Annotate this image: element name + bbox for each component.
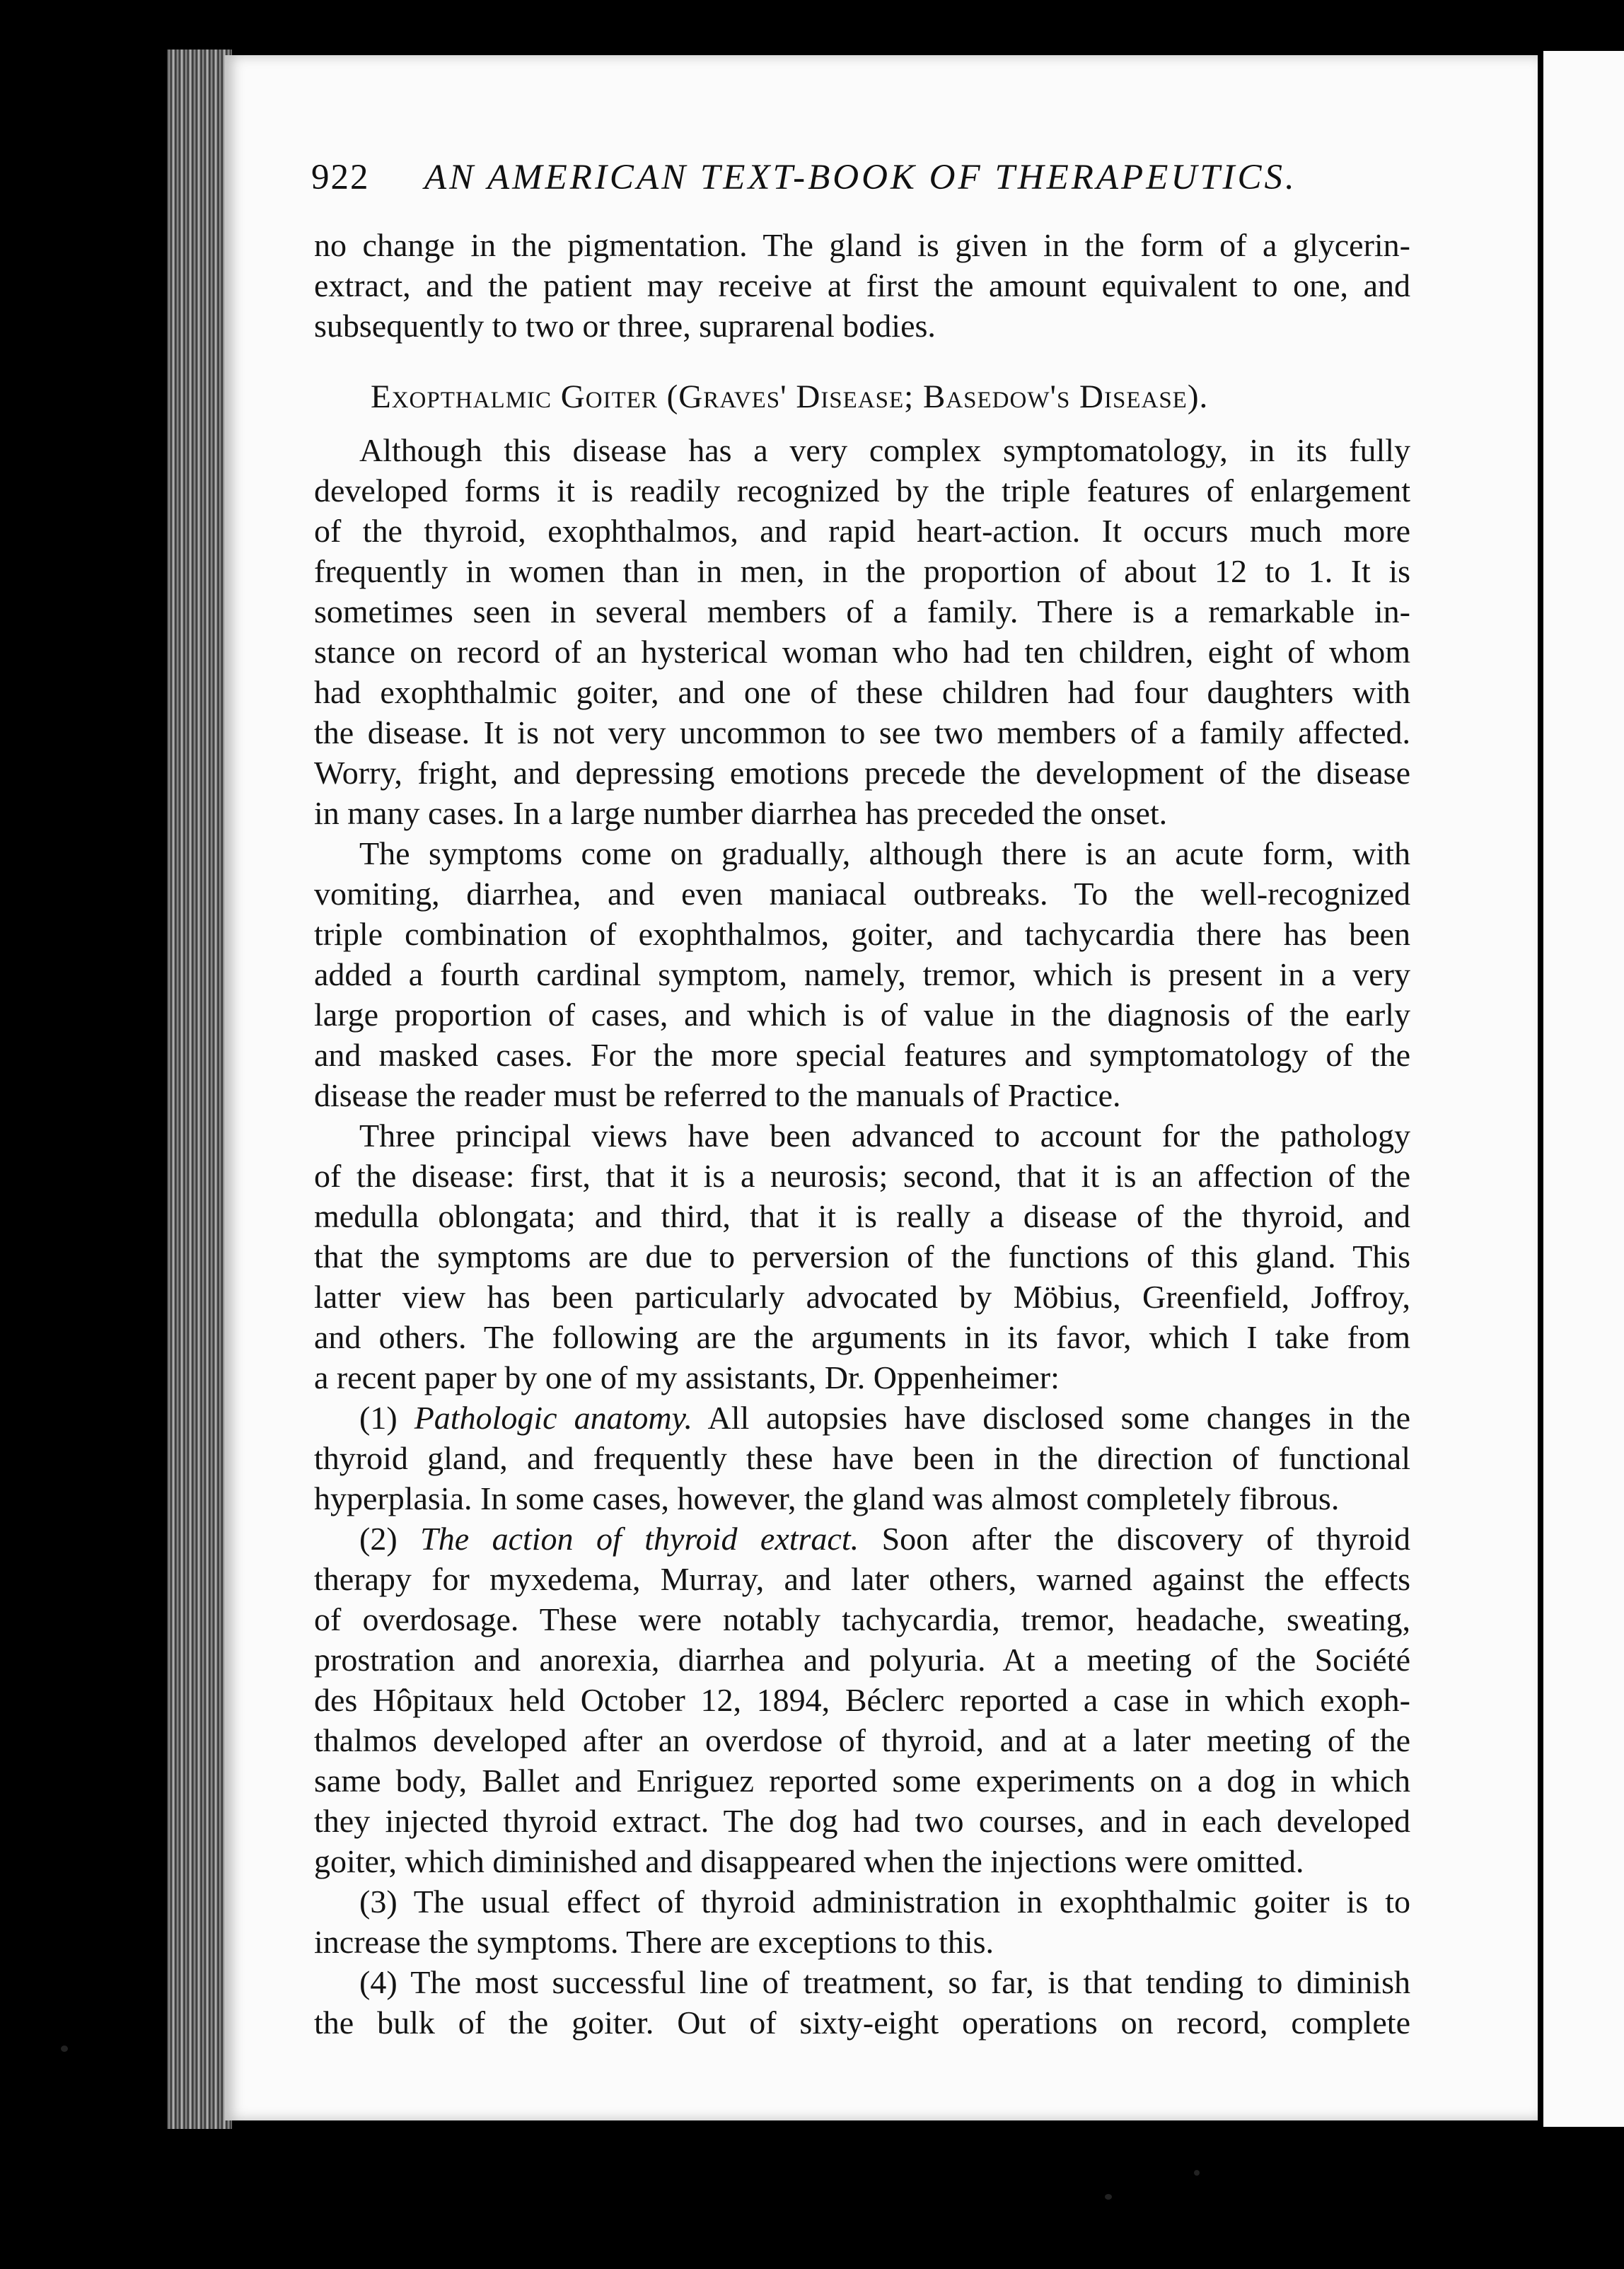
text-line: stance on record of an hysterical woman who had ten children, eight of whom: [314, 634, 1410, 670]
paragraph-2: [314, 833, 1410, 1115]
text-line: hyperplasia. In some cases, however, the gland was almost completely fibrous.: [314, 1480, 1340, 1516]
text-line: (3) The usual effect of thyroid administration in exophthalmic goiter is to: [359, 1884, 1410, 1920]
intro-paragraph: [314, 225, 1410, 346]
text-line: des Hôpitaux held October 12, 1894, Béclerc reported a case in which exoph-: [314, 1682, 1410, 1718]
text-line: extract, and the patient may receive at first the amount equivalent to one, and: [314, 267, 1410, 303]
item-1-pathologic-anatomy: [314, 1398, 1410, 1519]
text-line: therapy for myxedema, Murray, and later others, warned against the effects: [314, 1561, 1410, 1597]
text-line: goiter, which diminished and disappeared when the injections were omitted.: [314, 1843, 1304, 1879]
text-line: the bulk of the goiter. Out of sixty-eight operations on record, complete: [314, 2004, 1410, 2041]
text-line: increase the symptoms. There are exceptions to this.: [314, 1924, 994, 1960]
item-4: [314, 1962, 1410, 2043]
text-line: sometimes seen in several members of a family. There is a remarkable in-: [314, 593, 1410, 629]
text-line: the disease. It is not very uncommon to see two members of a family affected.: [314, 714, 1410, 750]
text-line: frequently in women than in men, in the proportion of about 12 to 1. It is: [314, 553, 1410, 589]
text-line: medulla oblongata; and third, that it is really a disease of the thyroid, and: [314, 1198, 1410, 1234]
text-line: had exophthalmic goiter, and one of these children had four daughters with: [314, 674, 1410, 710]
scan-speck: [1194, 2170, 1200, 2176]
text-line: a recent paper by one of my assistants, Dr. Oppenheimer:: [314, 1359, 1060, 1395]
text-line: thalmos developed after an overdose of thyroid, and at a later meeting of the: [314, 1722, 1410, 1758]
text-line: disease the reader must be referred to the manuals of Practice.: [314, 1077, 1121, 1113]
text-line: subsequently to two or three, suprarenal bodies.: [314, 308, 936, 344]
text-line: Although this disease has a very complex symptomatology, in its fully: [359, 432, 1410, 468]
text-line: The symptoms come on gradually, although there is an acute form, with: [359, 835, 1410, 871]
text-line: in many cases. In a large number diarrhea has preceded the onset.: [314, 795, 1168, 831]
item-title: Pathologic anatomy.: [414, 1400, 692, 1436]
text-line: [314, 1398, 1410, 1438]
item-title: The action of thyroid extract.: [420, 1521, 859, 1557]
text-line: added a fourth cardinal symptom, namely, tremor, which is present in a very: [314, 956, 1410, 992]
text-line: of the disease: first, that it is a neurosis; second, that it is an affection of the: [314, 1158, 1410, 1194]
section-heading: Exopthalmic Goiter (Graves' Disease; Basedow's Disease).: [371, 378, 1209, 415]
text-line: (4) The most successful line of treatment, so far, is that tending to diminish: [359, 1964, 1410, 2000]
paragraph-3: [314, 1115, 1410, 1398]
text-line: [314, 1519, 1410, 1559]
text-line: thyroid gland, and frequently these have been in the direction of functional: [314, 1440, 1410, 1476]
text-line: Three principal views have been advanced to account for the pathology: [359, 1118, 1410, 1154]
item-3: [314, 1881, 1410, 1962]
text-line: Worry, fright, and depressing emotions precede the development of the disease: [314, 755, 1410, 791]
text-line: and masked cases. For the more special features and symptomatology of the: [314, 1037, 1410, 1073]
text-line: triple combination of exophthalmos, goiter, and tachycardia there has been: [314, 916, 1410, 952]
text-line: and others. The following are the arguments in its favor, which I take from: [314, 1319, 1410, 1355]
text-line: developed forms it is readily recognized by the triple features of enlargement: [314, 472, 1410, 509]
text-line: they injected thyroid extract. The dog had two courses, and in each developed: [314, 1803, 1410, 1839]
item-number: (2): [359, 1521, 398, 1557]
item-text: All autopsies have disclosed some changes in the: [707, 1400, 1410, 1436]
item-number: (1): [359, 1400, 398, 1436]
text-line: prostration and anorexia, diarrhea and polyuria. At a meeting of the Société: [314, 1642, 1410, 1678]
scan-speck: [61, 2045, 68, 2052]
text-line: of overdosage. These were notably tachycardia, tremor, headache, sweating,: [314, 1601, 1410, 1637]
item-2-thyroid-extract: [314, 1519, 1410, 1881]
page-body: [314, 225, 1410, 2043]
text-line: no change in the pigmentation. The gland is given in the form of a glycerin-: [314, 227, 1410, 263]
facing-page-edge: [1543, 51, 1624, 2127]
book-page-edges: [167, 50, 232, 2129]
paragraph-1: [314, 430, 1410, 833]
page-number: 922: [311, 158, 370, 197]
text-line: latter view has been particularly advocated by Möbius, Greenfield, Joffroy,: [314, 1279, 1410, 1315]
text-line: large proportion of cases, and which is of value in the diagnosis of the early: [314, 997, 1410, 1033]
running-title: AN AMERICAN TEXT-BOOK OF THERAPEUTICS.: [424, 158, 1297, 197]
text-line: same body, Ballet and Enriguez reported some experiments on a dog in which: [314, 1763, 1410, 1799]
item-text: Soon after the discovery of thyroid: [881, 1521, 1410, 1557]
scan-speck: [1105, 2194, 1112, 2200]
text-line: of the thyroid, exophthalmos, and rapid heart-action. It occurs much more: [314, 513, 1410, 549]
text-line: that the symptoms are due to perversion of the functions of this gland. This: [314, 1238, 1410, 1275]
text-line: vomiting, diarrhea, and even maniacal outbreaks. To the well-recognized: [314, 876, 1410, 912]
